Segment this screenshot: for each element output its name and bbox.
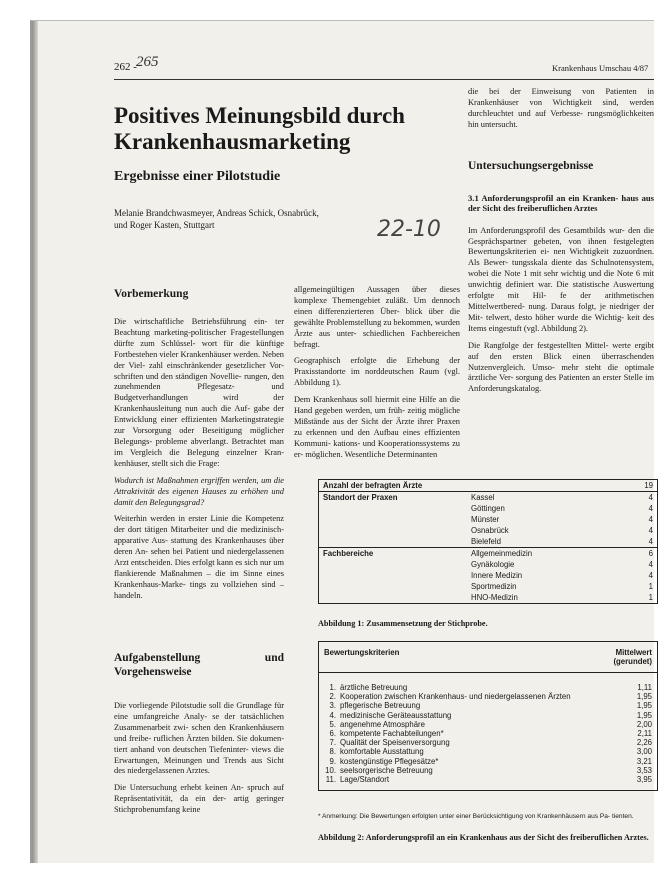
criterion-text: ärztliche Betreuung: [340, 683, 408, 692]
table-cell: 1: [648, 593, 653, 602]
criterion-label: [319, 683, 608, 692]
table-row: [319, 720, 658, 729]
author-line: Melanie Brandchwasmeyer, Andreas Schick, Osnabrück,: [114, 208, 319, 218]
section-heading: Vorbemerkung: [114, 288, 189, 300]
criterion-mean: 2,00: [636, 719, 652, 729]
criterion-rank: 7.: [329, 738, 336, 748]
table-cell: Gynäkologie: [471, 560, 515, 569]
table-cell: 4: [648, 526, 653, 535]
criterion-text: kostengünstige Pflegesätze*: [340, 756, 439, 766]
table-row: [319, 701, 658, 710]
table-row: [319, 747, 658, 756]
figure-caption-1: Abbildung 1: Zusammensetzung der Stichprobe.: [318, 619, 488, 628]
table-row: [319, 729, 658, 738]
criterion-text: Lage/Standort: [340, 775, 389, 785]
criterion-mean: 1,95: [636, 701, 652, 711]
table-cell: Allgemeinmedizin: [467, 548, 629, 560]
criterion-text: Kooperation zwischen Krankenhaus- und niedergelassenen Ärzten: [340, 692, 571, 702]
paragraph: Die Untersuchung erhebt keinen An- spruch auf Repräsentativität, da ein der- artig geringer Stichprobenumfang keine: [114, 783, 284, 815]
table-cell: Anzahl der befragten Ärzte: [319, 480, 468, 492]
section-heading: Untersuchungsergebnisse: [468, 159, 594, 172]
table-cell: Fachbereiche: [319, 548, 468, 560]
table-row: [319, 738, 658, 747]
table-row: [319, 683, 658, 692]
table-cell: Kassel: [467, 492, 629, 504]
header-rule: [114, 79, 654, 80]
table-row: [319, 503, 658, 514]
criterion-mean: 1,11: [637, 683, 652, 692]
criterion-text: komfortable Ausstattung: [340, 747, 424, 757]
running-head: Krankenhaus Umschau 4/87: [552, 63, 649, 73]
paragraph: Im Anforderungsprofil des Gesamtbilds wur- den die Gesprächspartner gebeten, von ihnen festgelegten Bewertungskriterien ei- nen Wichtigkeit zuzuordnen. Als Bewer- tungsskala diente das Schulnotensystem, wobei die Note 1 mit sehr wichtig und die Note 6 mit unwichtig definiert war. Die statistische Auswertung erfolgte mit Hil- fe der arithmetischen Mittelwertbered- nung. Daraus folgt, je niedriger der Mit- telwert, desto höher wurde die Wichtig- keit des Items eingestuft (vgl. Abbildung 2).: [468, 225, 654, 333]
table-cell: 4: [629, 492, 658, 504]
criterion-rank: 5.: [329, 719, 336, 729]
column-1: [114, 287, 284, 608]
article-subtitle: Ergebnisse einer Pilotstudie: [114, 169, 281, 184]
table-row: [319, 757, 658, 766]
criterion-mean: 2,26: [636, 738, 652, 748]
criterion-label: [319, 738, 608, 747]
table-cell: Innere Medizin: [471, 571, 523, 580]
paragraph: die bei der Einweisung von Patienten in Krankenhäuser von Wichtigkeit sind, werden durchleuchtet und auf Verbesse- rungsmöglichkeiten hin untersucht.: [468, 87, 654, 129]
table-cell: Bielefeld: [471, 537, 501, 546]
table-cell: Osnabrück: [471, 526, 509, 535]
table-row: [319, 592, 658, 604]
paragraph: Geographisch erfolgte die Erhebung der Praxisstandorte im norddeutschen Raum (vgl. Abbildung 1).: [294, 356, 460, 388]
column-2: [294, 285, 460, 467]
criterion-label: [319, 729, 608, 738]
criterion-label: [319, 766, 608, 775]
paragraph: Die Rangfolge der festgestellten Mittel- werte ergibt auf den ersten Blick einen überraschenden Nutzenvergleich. Umso- mehr steht die optimale ärztliche Ver- sorgung des Patienten an erster Stelle im Anforderungskatalog.: [468, 340, 654, 394]
table-row: [319, 480, 658, 492]
table-header: Mittelwert (gerundet): [607, 642, 658, 673]
paragraph: Dem Krankenhaus soll hiermit eine Hilfe an die Hand gegeben werden, um früh- zeitig mögliche Mißstände aus der Sicht der Ärzte ihrer Praxen zu erkennen und den Aufbau eines effizienten Kommuni- kations- und Kooperationssystems zu er- möglichen. Wesentliche Determinanten: [294, 395, 460, 459]
criterion-rank: 2.: [329, 692, 336, 702]
criterion-rank: 11.: [325, 775, 336, 785]
criterion-text: angenehme Atmosphäre: [340, 719, 425, 729]
table-row: [319, 559, 658, 570]
criterion-rank: 3.: [329, 701, 336, 711]
table-row: [319, 766, 658, 775]
table-header-row: [319, 642, 658, 673]
paragraph-italic: Wodurch ist Maßnahmen ergriffen werden, um die Attraktivität des eigenen Hauses zu erhöhen und damit den Belegungsgrad?: [114, 475, 284, 507]
criterion-rank: 1.: [329, 683, 336, 692]
article-title: Positives Meinungsbild durch Krankenhausmarketing: [114, 103, 405, 154]
table-cell: 6: [629, 548, 658, 560]
criterion-rank: 8.: [329, 747, 336, 757]
table-row: [319, 581, 658, 592]
table-row: [319, 711, 658, 720]
criterion-label: [319, 720, 608, 729]
table-row: [319, 536, 658, 548]
table-row: [319, 548, 658, 560]
criterion-label: [319, 692, 608, 701]
subsection-heading: 3.1 Anforderungsprofil an ein Kranken- haus aus der Sicht des freiberuflichen Arztes: [468, 192, 654, 214]
table-cell: 1: [648, 582, 653, 591]
table-row: [319, 492, 658, 504]
criterion-rank: 6.: [329, 729, 336, 739]
table-cell: Standort der Praxen: [319, 492, 468, 504]
criterion-mean: 1,95: [636, 692, 652, 702]
criterion-mean: 2,11: [637, 729, 652, 739]
figure-caption-2: Abbildung 2: Anforderungsprofil an ein Krankenhaus aus der Sicht des freiberuflichen Arztes.: [318, 833, 649, 842]
criterion-label: [319, 711, 608, 720]
table-header: Bewertungskriterien: [319, 642, 608, 673]
handwritten-page-number: 265: [136, 54, 159, 70]
paragraph: Weiterhin werden in erster Linie die Kompetenz der dort tätigen Mitarbeiter und die medizinisch-apparative Aus- stattung des Krankenhauses über deren An- sehen bei Patient und niedergelassenen Arzt entscheiden. Dies erfolgt kann es sich nur um flankierende Maßnahmen – die im Sinne eines Krankenhaus-Marke- tings zu vollziehen sind – handeln.: [114, 514, 284, 600]
table-cell: HNO-Medizin: [471, 593, 518, 602]
page-binding-shadow: [32, 21, 38, 863]
table-cell: Münster: [471, 515, 500, 524]
table-cell: Göttingen: [471, 504, 505, 513]
table-footnote: * Anmerkung: Die Bewertungen erfolgten unter einer Berücksichtigung von Krankenhäusern aus Pa- tienten.: [318, 813, 634, 820]
table-cell: 4: [648, 504, 653, 513]
criterion-text: seelsorgerische Betreuung: [340, 765, 433, 775]
table-cell: Sportmedizin: [471, 582, 517, 591]
criterion-mean: 3,53: [636, 765, 652, 775]
section-heading: Aufgabenstellung und Vorgehensweise: [114, 652, 284, 678]
page-number: 262 -: [114, 61, 137, 73]
criterion-label: [319, 701, 608, 710]
table-row: [319, 692, 658, 701]
paragraph: Die wirtschaftliche Betriebsführung ein- ter Beachtung marketing-politischer Fragestellungen dürfte zum Schlüssel- wort für die künftige Fortbestehen vieler Krankenhäuser werden. Neben der Viel- zahl einschränkender gesetzlicher Vor- schriften und den ständigen Novellie- rungen, den zunehmenden Pflegesatz- und Budgetverhandlungen wird der Krankenhausleitung nun auch die Auf- gabe der Entwicklung einer effizienten Marketingstrategie zur Vorsorgung oder Beseitigung möglicher Belegungs- probleme abverlangt. Betrachtet man im Vergleich die Belegung einzelner Kran- kenhäuser, stellt sich die Frage:: [114, 317, 284, 468]
criterion-rank: 4.: [329, 710, 336, 720]
scanned-page: [30, 20, 654, 863]
table-row: [319, 570, 658, 581]
table-cell: 4: [648, 571, 653, 580]
criterion-rank: 9.: [329, 756, 336, 766]
criterion-rank: 10.: [325, 765, 336, 775]
table-row: [319, 775, 658, 784]
table-cell: 4: [648, 560, 653, 569]
paragraph: allgemeingültigen Aussagen über dieses komplexe Themengebiet zuläßt. Um dennoch einen differenzierteren Über- blick über die gewählte Problemstellung zu bekommen, wurden Ärzte aus unter- schiedlichen Fachbereichen befragt.: [294, 285, 460, 349]
table-cell: 4: [648, 515, 653, 524]
column-3: [468, 87, 654, 401]
criteria-table: [318, 641, 658, 791]
table-row: [319, 514, 658, 525]
criterion-text: medizinische Geräteausstattung: [340, 710, 452, 720]
author-line: und Roger Kasten, Stuttgart: [114, 220, 215, 230]
criterion-mean: 1,95: [636, 710, 652, 720]
column-1-lower: [114, 651, 284, 822]
criterion-label: [319, 757, 608, 766]
criterion-mean: 3,00: [636, 747, 652, 757]
authors: [114, 207, 414, 231]
table-row: [319, 525, 658, 536]
criterion-text: pflegerische Betreuung: [340, 701, 421, 711]
criterion-text: Qualität der Speisenversorgung: [340, 738, 450, 748]
table-cell: 19: [629, 480, 658, 492]
sample-table: [318, 479, 658, 604]
criterion-text: kompetente Fachabteilungen*: [340, 729, 444, 739]
criterion-mean: 3,21: [636, 756, 652, 766]
criterion-mean: 3,95: [636, 775, 652, 785]
criteria-table-body: [319, 683, 658, 784]
paragraph: Die vorliegende Pilotstudie soll die Grundlage für eine umfangreiche Analy- se der tatsächlichen Zusammenarbeit zwi- schen den Krankenhäusern und freibe- ruflichen Ärzten bilden. Sie dokumen- tiert anhand von deutschen Tiefeninter- views die Erwartungen, Meinungen und Trends aus Sicht des niedergelassenen Arztes.: [114, 701, 284, 776]
criterion-label: [319, 747, 608, 756]
handwritten-note: 22-10: [377, 217, 441, 242]
criterion-label: [319, 775, 608, 784]
table-cell: 4: [648, 537, 653, 546]
